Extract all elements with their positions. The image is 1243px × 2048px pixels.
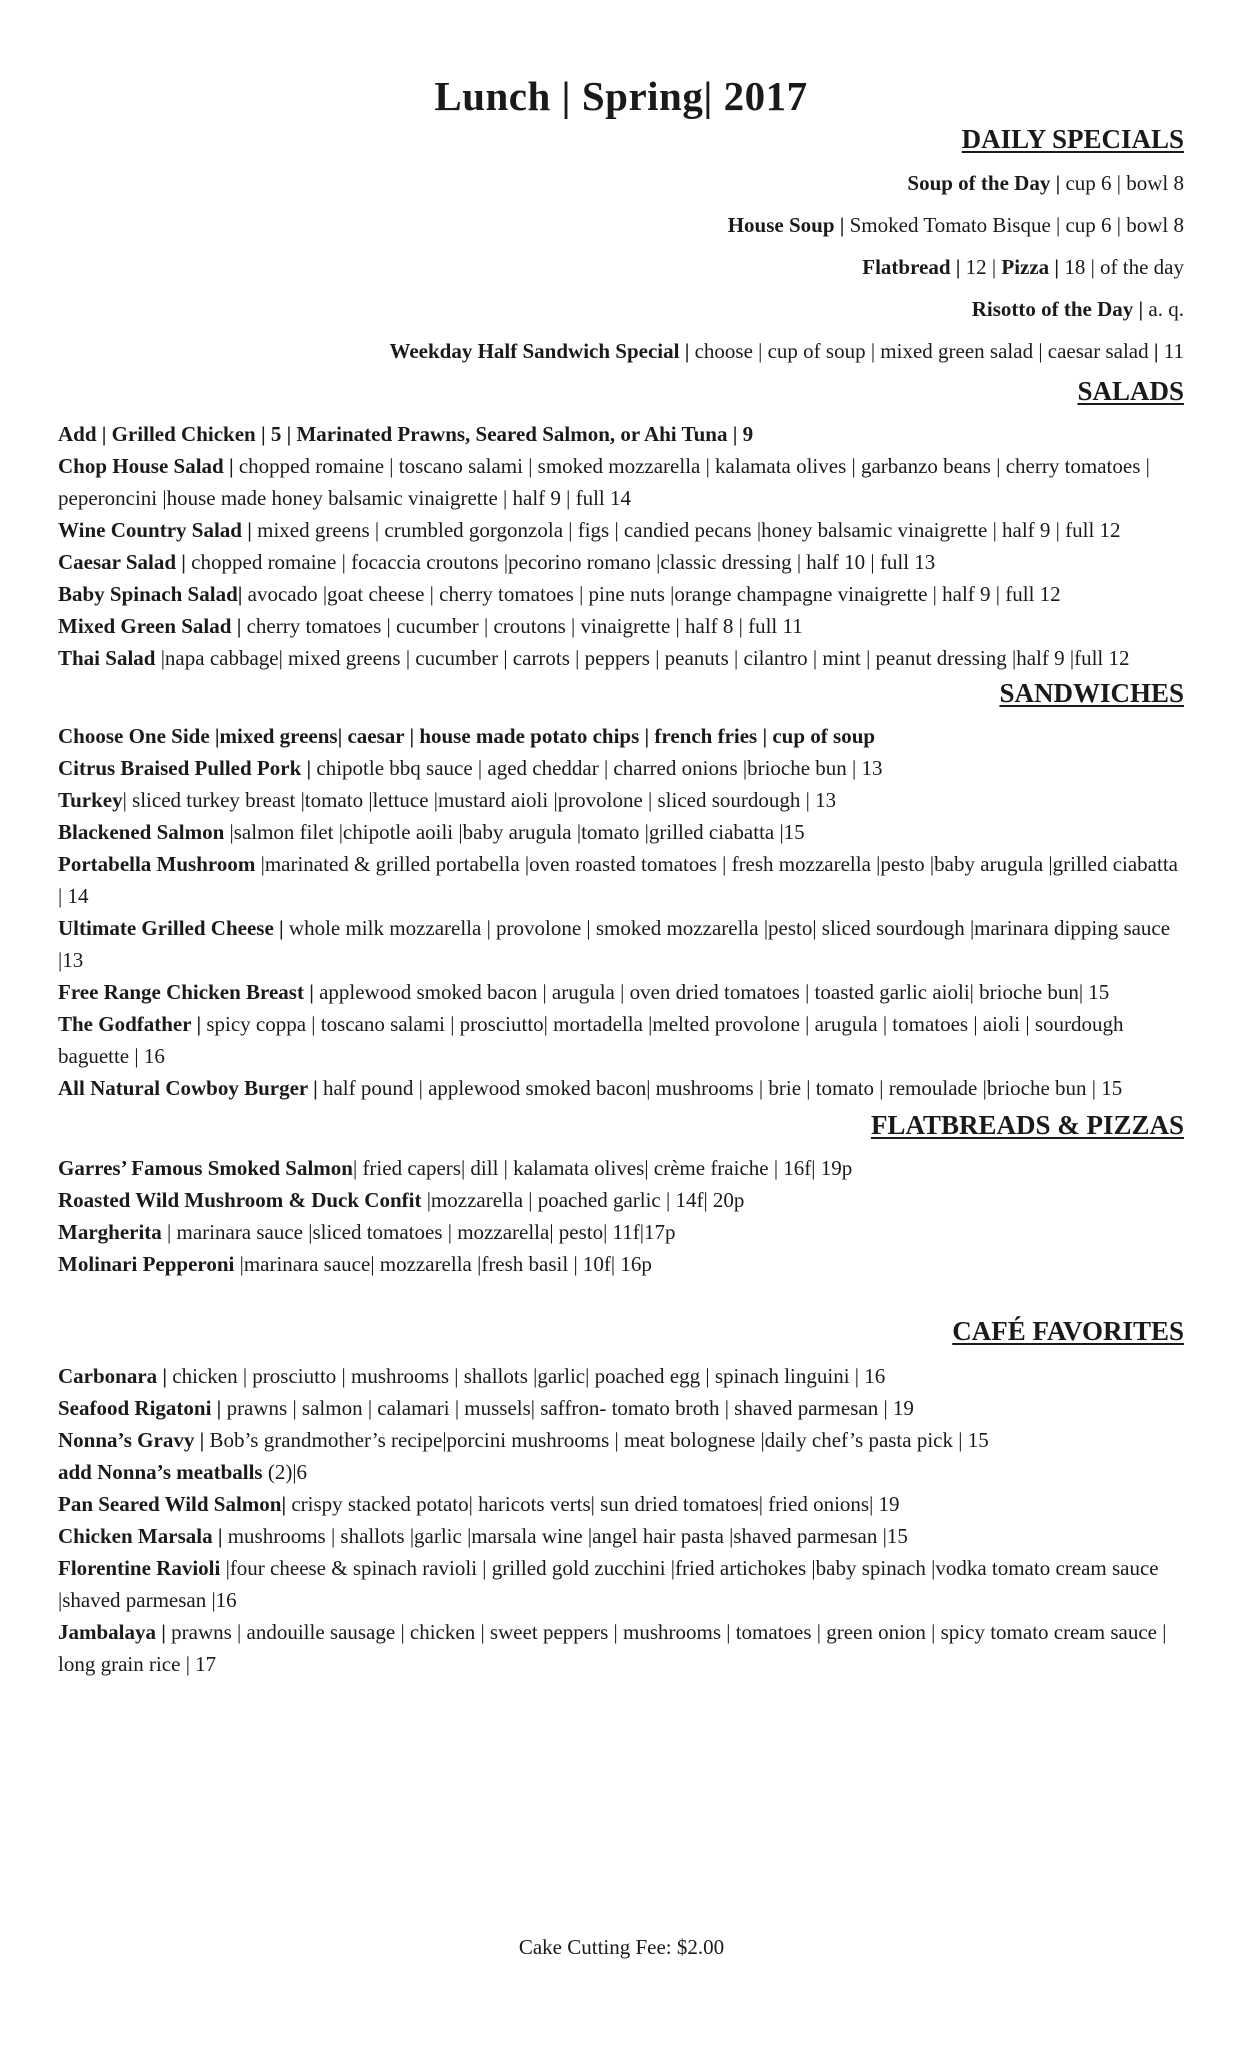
menu-item [58, 1520, 1184, 1552]
item-name: Wine Country Salad | [58, 518, 258, 542]
menu-item [58, 976, 1184, 1008]
menu-item [58, 642, 1184, 674]
item-description: | sliced turkey breast |tomato |lettuce |mustard aioli |provolone | sliced sourdough | 13 [122, 788, 837, 812]
item-description: chicken | prosciutto | mushrooms | shallots |garlic| poached egg | spinach linguini | 16 [172, 1364, 886, 1388]
menu-page [58, 70, 1184, 1680]
item-description: applewood smoked bacon | arugula | oven dried tomatoes | toasted garlic aioli| brioche bun| 15 [319, 980, 1110, 1004]
item-name: Garres’ Famous Smoked Salmon [58, 1156, 353, 1180]
item-name: All Natural Cowboy Burger | [58, 1076, 323, 1100]
cafe-favorites-heading: CAFÉ FAVORITES [952, 1316, 1184, 1346]
item-name: Roasted Wild Mushroom & Duck Confit [58, 1188, 427, 1212]
item-description: chopped romaine | toscano salami | smoked mozzarella | kalamata olives | garbanzo beans | cherry tomatoes | peperoncini |house made honey balsamic vinaigrette | half 9 | full 14 [58, 454, 1150, 510]
menu-item [58, 546, 1184, 578]
menu-item [58, 1184, 1184, 1216]
item-name: Ultimate Grilled Cheese | [58, 916, 289, 940]
item-description: 12 | [965, 255, 1002, 279]
menu-item [58, 784, 1184, 816]
item-description: |marinated & grilled portabella |oven roasted tomatoes | fresh mozzarella |pesto |baby arugula |grilled ciabatta | 14 [58, 852, 1178, 908]
item-description: chopped romaine | focaccia croutons |pecorino romano |classic dressing | half 10 | full 13 [191, 550, 936, 574]
item-name: Citrus Braised Pulled Pork | [58, 756, 317, 780]
item-name: | [1153, 339, 1164, 363]
item-name: Jambalaya | [58, 1620, 172, 1644]
item-name: Portabella Mushroom [58, 852, 261, 876]
menu-item [58, 1616, 1184, 1680]
menu-item [58, 848, 1184, 912]
item-name: Soup of the Day | [907, 171, 1066, 195]
menu-item [58, 1392, 1184, 1424]
cafe-favorites-list [58, 1360, 1184, 1680]
item-name: add Nonna’s meatballs [58, 1460, 268, 1484]
item-name: Thai Salad [58, 646, 161, 670]
item-name: Pizza | [1001, 255, 1065, 279]
item-name: Turkey [58, 788, 123, 812]
special-line [58, 330, 1184, 372]
special-line [58, 288, 1184, 330]
item-description: crispy stacked potato| haricots verts| sun dried tomatoes| fried onions| 19 [291, 1492, 900, 1516]
item-description: whole milk mozzarella | provolone | smoked mozzarella |pesto| sliced sourdough |marinara dipping sauce |13 [58, 916, 1171, 972]
menu-item [58, 1424, 1184, 1456]
item-name: Chop House Salad | [58, 454, 239, 478]
item-name: Risotto of the Day | [971, 297, 1149, 321]
item-name: Seafood Rigatoni | [58, 1396, 227, 1420]
daily-specials-section [58, 122, 1184, 372]
menu-item [58, 1488, 1184, 1520]
item-name: Blackened Salmon [58, 820, 230, 844]
menu-item [58, 1456, 1184, 1488]
item-description: mixed greens | crumbled gorgonzola | figs | candied pecans |honey balsamic vinaigrette | half 9 | full 12 [257, 518, 1121, 542]
item-name: Pan Seared Wild Salmon| [58, 1492, 292, 1516]
item-description: a. q. [1148, 297, 1184, 321]
menu-item [58, 514, 1184, 546]
menu-item [58, 752, 1184, 784]
sandwiches-list [58, 720, 1184, 1104]
menu-item [58, 1072, 1184, 1104]
item-name: Caesar Salad | [58, 550, 192, 574]
item-name: Flatbread | [862, 255, 966, 279]
menu-item [58, 912, 1184, 976]
item-description: Smoked Tomato Bisque | cup 6 | bowl 8 [849, 213, 1184, 237]
menu-item [58, 1360, 1184, 1392]
specials-list [58, 162, 1184, 372]
salads-list [58, 418, 1184, 674]
item-description: | fried capers| dill | kalamata olives| crème fraiche | 16f| 19p [352, 1156, 853, 1180]
item-description: 11 [1163, 339, 1184, 363]
menu-item [58, 1008, 1184, 1072]
item-description: prawns | andouille sausage | chicken | sweet peppers | mushrooms | tomatoes | green onion | spicy tomato cream sauce | long grain rice | 17 [58, 1620, 1167, 1676]
item-description: cherry tomatoes | cucumber | croutons | vinaigrette | half 8 | full 11 [246, 614, 803, 638]
item-description: 18 | of the day [1064, 255, 1184, 279]
item-name: Choose One Side |mixed greens| caesar | house made potato chips | french fries | cup of soup [58, 724, 876, 748]
item-description: Bob’s grandmother’s recipe|porcini mushrooms | meat bolognese |daily chef’s pasta pick | 15 [209, 1428, 989, 1452]
item-name: House Soup | [727, 213, 850, 237]
item-description: |mozzarella | poached garlic | 14f| 20p [426, 1188, 745, 1212]
item-name: Weekday Half Sandwich Special | [389, 339, 695, 363]
menu-item [58, 610, 1184, 642]
item-description: avocado |goat cheese | cherry tomatoes | pine nuts |orange champagne vinaigrette | half 9 | full 12 [247, 582, 1061, 606]
menu-item [58, 1248, 1184, 1280]
daily-specials-heading: DAILY SPECIALS [961, 124, 1184, 154]
special-line [58, 204, 1184, 246]
cake-cutting-fee: Cake Cutting Fee: $2.00 [518, 1935, 725, 1959]
item-name: Nonna’s Gravy | [58, 1428, 210, 1452]
item-name: Free Range Chicken Breast | [58, 980, 320, 1004]
menu-item [58, 720, 1184, 752]
item-description: chipotle bbq sauce | aged cheddar | charred onions |brioche bun | 13 [316, 756, 883, 780]
item-name: Baby Spinach Salad| [58, 582, 248, 606]
item-description: | marinara sauce |sliced tomatoes | mozzarella| pesto| 11f|17p [167, 1220, 676, 1244]
sandwiches-section [58, 676, 1184, 1104]
flatbreads-list [58, 1152, 1184, 1280]
item-name: The Godfather | [58, 1012, 207, 1036]
item-description: choose | cup of soup | mixed green salad | caesar salad [694, 339, 1154, 363]
item-name: Florentine Ravioli [58, 1556, 226, 1580]
item-description: spicy coppa | toscano salami | prosciutto| mortadella |melted provolone | arugula | tomatoes | aioli | sourdough baguette | 16 [58, 1012, 1124, 1068]
page-title: Lunch | Spring| 2017 [434, 73, 808, 119]
menu-item [58, 450, 1184, 514]
menu-item [58, 1552, 1184, 1616]
item-description: |salmon filet |chipotle aoili |baby arugula |tomato |grilled ciabatta |15 [229, 820, 805, 844]
menu-item [58, 418, 1184, 450]
item-description: |napa cabbage| mixed greens | cucumber | carrots | peppers | peanuts | cilantro | mint | peanut dressing |half 9 |full 12 [160, 646, 1130, 670]
special-line [58, 162, 1184, 204]
item-description: mushrooms | shallots |garlic |marsala wine |angel hair pasta |shaved parmesan |15 [227, 1524, 908, 1548]
item-description: cup 6 | bowl 8 [1065, 171, 1184, 195]
salads-heading: SALADS [1077, 376, 1184, 406]
menu-item [58, 578, 1184, 610]
item-name: Carbonara | [58, 1364, 173, 1388]
item-name: Add | Grilled Chicken | 5 | Marinated Prawns, Seared Salmon, or Ahi Tuna | 9 [58, 422, 754, 446]
item-description: |marinara sauce| mozzarella |fresh basil | 10f| 16p [239, 1252, 652, 1276]
item-name: Margherita [58, 1220, 168, 1244]
flatbreads-section [58, 1108, 1184, 1280]
item-description: (2)|6 [267, 1460, 308, 1484]
menu-item [58, 1216, 1184, 1248]
item-description: half pound | applewood smoked bacon| mushrooms | brie | tomato | remoulade |brioche bun | 15 [322, 1076, 1123, 1100]
item-name: Mixed Green Salad | [58, 614, 247, 638]
menu-item [58, 816, 1184, 848]
menu-item [58, 1152, 1184, 1184]
item-name: Molinari Pepperoni [58, 1252, 240, 1276]
item-name: Chicken Marsala | [58, 1524, 228, 1548]
salads-section [58, 374, 1184, 674]
flatbreads-heading: FLATBREADS & PIZZAS [870, 1110, 1184, 1140]
cafe-favorites-section [58, 1314, 1184, 1680]
item-description: prawns | salmon | calamari | mussels| saffron- tomato broth | shaved parmesan | 19 [226, 1396, 914, 1420]
special-line [58, 246, 1184, 288]
sandwiches-heading: SANDWICHES [999, 678, 1184, 708]
item-description: |four cheese & spinach ravioli | grilled gold zucchini |fried artichokes |baby spinach |vodka tomato cream sauce |shaved parmesan |16 [58, 1556, 1159, 1612]
